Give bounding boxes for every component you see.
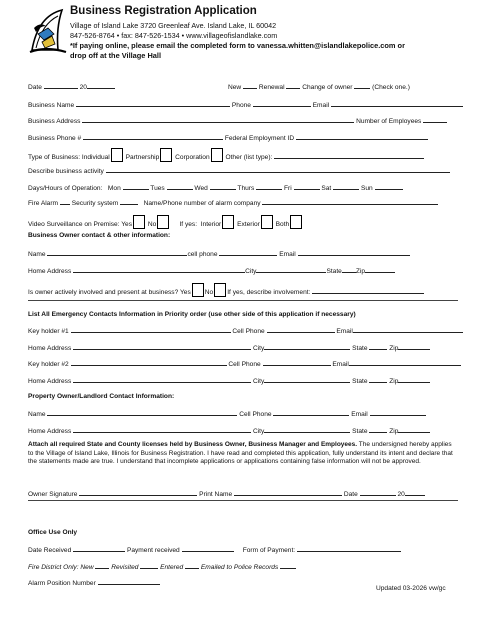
other-type-field[interactable] bbox=[274, 152, 424, 159]
involvement-field[interactable] bbox=[312, 287, 424, 294]
date-field[interactable] bbox=[44, 82, 78, 89]
business-name-field[interactable] bbox=[76, 100, 230, 107]
key-holder-1-address-field[interactable] bbox=[73, 343, 251, 350]
fein-field[interactable] bbox=[296, 133, 428, 140]
header-address: Village of Island Lake 3720 Greenleaf Ave. Island Lake, IL 60042 bbox=[70, 21, 277, 30]
landlord-email-field[interactable] bbox=[370, 409, 426, 416]
business-phone-number-field[interactable] bbox=[83, 133, 223, 140]
form-of-payment-field[interactable] bbox=[297, 545, 401, 552]
date-row: Date 20 bbox=[28, 82, 115, 92]
landlord-address-field[interactable] bbox=[73, 426, 251, 433]
key-holder-1-email-field[interactable] bbox=[353, 326, 463, 333]
owner-home-address-field[interactable] bbox=[73, 266, 245, 273]
date-received-field[interactable] bbox=[73, 545, 125, 552]
owner-address-row: Home Address City State Zip bbox=[28, 266, 395, 276]
updated-note: Updated 03-2026 vw/gc bbox=[376, 585, 446, 592]
corporation-checkbox[interactable] bbox=[211, 148, 223, 162]
fd-revisited-field[interactable] bbox=[140, 562, 158, 569]
landlord-name-field[interactable] bbox=[47, 409, 237, 416]
alarm-row: Fire Alarm Security system Name/Phone number of alarm company bbox=[28, 198, 438, 208]
attestation-text: Attach all required State and County licenses held by Business Owner, Business Manager and Employees. The undersigned hereby applies to the Village of Island Lake, Illinois for Business Registration. I have read and completed this application, fully understand its intent and declare that the statements made are true. I understand that incomplete applications or applications containing false information will not be approved. bbox=[28, 441, 453, 466]
key-holder-2-zip-field[interactable] bbox=[398, 376, 430, 383]
fd-emailed-field[interactable] bbox=[280, 562, 296, 569]
key-holder-1-row: Key holder #1 Cell Phone Email bbox=[28, 326, 463, 336]
page-title: Business Registration Application bbox=[70, 5, 257, 17]
employees-field[interactable] bbox=[423, 116, 447, 123]
sat-hours-field[interactable] bbox=[333, 183, 359, 190]
tues-hours-field[interactable] bbox=[167, 183, 193, 190]
header-contact: 847-526-8764 • fax: 847-526-1534 • www.villageofislandlake.com bbox=[70, 31, 278, 40]
key-holder-2-email-field[interactable] bbox=[349, 359, 461, 366]
both-checkbox[interactable] bbox=[290, 215, 302, 229]
involved-yes-checkbox[interactable] bbox=[192, 283, 204, 297]
alarm-company-field[interactable] bbox=[262, 198, 438, 205]
emergency-section-heading: List All Emergency Contacts Information in Priority order (use other side of this application if necessary) bbox=[28, 311, 356, 318]
signature-divider bbox=[28, 500, 458, 501]
business-type-row: Type of Business: Individual Partnership Corporation Other (list type): bbox=[28, 148, 424, 162]
signature-date-field[interactable] bbox=[360, 489, 396, 496]
office-use-heading: Office Use Only bbox=[28, 529, 78, 536]
fri-hours-field[interactable] bbox=[294, 183, 320, 190]
landlord-cell-field[interactable] bbox=[273, 409, 349, 416]
change-owner-field[interactable] bbox=[354, 82, 370, 89]
exterior-checkbox[interactable] bbox=[261, 215, 273, 229]
video-yes-checkbox[interactable] bbox=[133, 215, 145, 229]
landlord-section-heading: Property Owner/Landlord Contact Information: bbox=[28, 393, 175, 400]
video-no-checkbox[interactable] bbox=[157, 215, 169, 229]
key-holder-1-field[interactable] bbox=[71, 326, 231, 333]
print-name-field[interactable] bbox=[234, 489, 342, 496]
key-holder-1-city-field[interactable] bbox=[264, 343, 350, 350]
key-holder-1-cell-field[interactable] bbox=[267, 326, 335, 333]
interior-checkbox[interactable] bbox=[222, 215, 234, 229]
signature-year-field[interactable] bbox=[405, 489, 425, 496]
owner-zip-field[interactable] bbox=[365, 266, 395, 273]
year-field[interactable] bbox=[87, 82, 115, 89]
owner-cell-field[interactable] bbox=[219, 249, 277, 256]
owner-involved-row: Is owner actively involved and present at business? Yes No If yes, describe involvement: bbox=[28, 283, 424, 297]
key-holder-2-cell-field[interactable] bbox=[263, 359, 331, 366]
landlord-zip-field[interactable] bbox=[398, 426, 430, 433]
involved-no-checkbox[interactable] bbox=[214, 283, 226, 297]
payment-notice: *If paying online, please email the completed form to vanessa.whitten@islandlakepolice.com or bbox=[70, 41, 405, 50]
new-field[interactable] bbox=[243, 82, 257, 89]
alarm-position-row: Alarm Position Number bbox=[28, 578, 160, 588]
business-address-row: Business Address Number of Employees bbox=[28, 116, 447, 126]
renewal-field[interactable] bbox=[286, 82, 300, 89]
landlord-address-row: Home Address City State Zip bbox=[28, 426, 430, 436]
key-holder-1-address-row: Home Address City State Zip bbox=[28, 343, 430, 353]
business-name-row: Business Name Phone Email bbox=[28, 100, 463, 110]
owner-section-heading: Business Owner contact & other information: bbox=[28, 232, 171, 239]
owner-name-row: Name cell phone Email bbox=[28, 249, 410, 259]
landlord-name-row: Name Cell Phone Email bbox=[28, 409, 426, 419]
business-address-field[interactable] bbox=[82, 116, 354, 123]
key-holder-2-address-field[interactable] bbox=[73, 376, 251, 383]
registration-type-row: New Renewal Change of owner (Check one.) bbox=[228, 84, 410, 91]
security-system-field[interactable] bbox=[120, 198, 138, 205]
business-phone-field[interactable] bbox=[253, 100, 311, 107]
involvement-line[interactable] bbox=[28, 300, 458, 301]
owner-city-field[interactable] bbox=[256, 266, 326, 273]
village-logo bbox=[28, 4, 68, 56]
individual-checkbox[interactable] bbox=[111, 148, 123, 162]
sun-hours-field[interactable] bbox=[375, 183, 403, 190]
fd-entered-field[interactable] bbox=[185, 562, 199, 569]
fire-alarm-field[interactable] bbox=[60, 198, 70, 205]
fd-new-field[interactable] bbox=[95, 562, 109, 569]
payment-notice-2: drop off at the Village Hall bbox=[70, 51, 162, 60]
video-row: Video Surveillance on Premise: Yes No If yes: Interior Exterior Both bbox=[28, 215, 303, 229]
mon-hours-field[interactable] bbox=[123, 183, 149, 190]
signature-row: Owner Signature Print Name Date 20 bbox=[28, 489, 425, 499]
key-holder-2-city-field[interactable] bbox=[264, 376, 350, 383]
owner-signature-field[interactable] bbox=[79, 489, 197, 496]
owner-email-field[interactable] bbox=[298, 249, 410, 256]
describe-activity-field[interactable] bbox=[106, 166, 450, 173]
key-holder-2-row: Key holder #2 Cell Phone Email bbox=[28, 359, 461, 369]
key-holder-1-state-field[interactable] bbox=[369, 343, 387, 350]
key-holder-1-zip-field[interactable] bbox=[398, 343, 430, 350]
key-holder-2-address-row: Home Address City State Zip bbox=[28, 376, 430, 386]
key-holder-2-state-field[interactable] bbox=[369, 376, 387, 383]
business-phone-row: Business Phone # Federal Employment ID bbox=[28, 133, 428, 143]
thurs-hours-field[interactable] bbox=[256, 183, 282, 190]
owner-name-field[interactable] bbox=[47, 249, 187, 256]
office-received-row: Date Received Payment received Form of Payment: bbox=[28, 545, 401, 555]
landlord-state-field[interactable] bbox=[369, 426, 387, 433]
payment-received-field[interactable] bbox=[182, 545, 234, 552]
fire-district-row: Fire District Only: New Revisited Entered Emailed to Police Records bbox=[28, 562, 296, 572]
hours-row: Days/Hours of Operation: Mon Tues Wed Thurs Fri Sat Sun bbox=[28, 183, 403, 193]
landlord-city-field[interactable] bbox=[264, 426, 350, 433]
describe-activity-row: Describe business activity bbox=[28, 166, 450, 176]
key-holder-2-field[interactable] bbox=[71, 359, 227, 366]
owner-state-field[interactable] bbox=[342, 266, 356, 273]
wed-hours-field[interactable] bbox=[210, 183, 236, 190]
alarm-position-field[interactable] bbox=[98, 578, 160, 585]
partnership-checkbox[interactable] bbox=[160, 148, 172, 162]
business-email-field[interactable] bbox=[331, 100, 463, 107]
